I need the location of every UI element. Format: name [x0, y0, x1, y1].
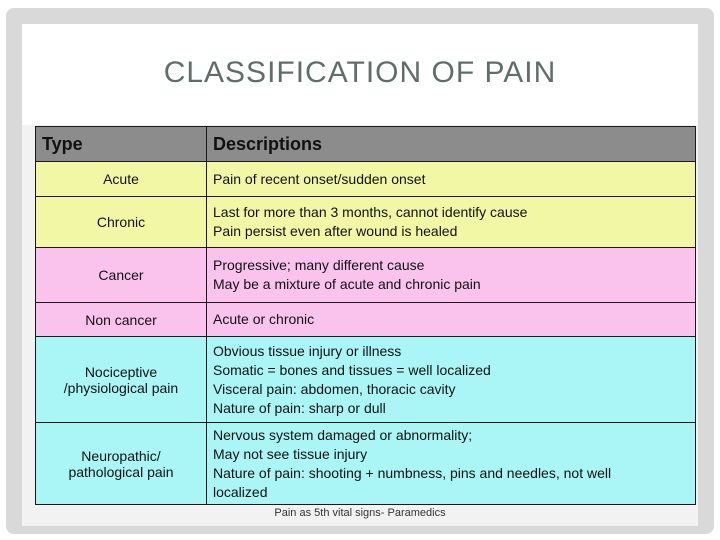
type-line: Neuropathic/ [81, 447, 161, 464]
slide-footer: Pain as 5th vital signs- Paramedics [274, 507, 446, 519]
description-line: Nature of pain: sharp or dull [213, 399, 386, 416]
table-header-row [36, 127, 696, 162]
table-row-nociceptive [36, 337, 696, 423]
type-line: Nociceptive [84, 363, 158, 380]
description-line: May not see tissue injury [213, 445, 368, 462]
descriptions-column-header: Descriptions [207, 127, 696, 162]
description-line: Acute or chronic [213, 311, 315, 327]
table-row-cancer [36, 248, 696, 303]
description-line: Nervous system damaged or abnormality; [213, 426, 473, 443]
description-line: Progressive; many different cause [213, 257, 425, 273]
description-line: Visceral pain: abdomen, thoracic cavity [213, 380, 456, 397]
description-cell [207, 303, 696, 337]
description-cell [207, 197, 696, 248]
type-cell: Cancer [36, 248, 207, 303]
type-cell: Chronic [36, 197, 207, 248]
description-line: Somatic = bones and tissues = well localized [213, 361, 491, 378]
type-line: /physiological pain [63, 379, 179, 396]
description-line: Obvious tissue injury or illness [213, 342, 402, 359]
pain-classification-table [35, 126, 696, 505]
description-line: Pain of recent onset/sudden onset [213, 170, 426, 187]
description-cell [207, 337, 696, 423]
description-cell [207, 162, 696, 197]
table-row-chronic [36, 197, 696, 248]
description-line: localized [213, 483, 268, 500]
description-cell [207, 423, 696, 505]
description-line: May be a mixture of acute and chronic pain [213, 276, 481, 292]
type-line: pathological pain [68, 463, 174, 480]
type-cell [36, 423, 207, 505]
type-cell: Non cancer [36, 303, 207, 337]
type-cell [36, 337, 207, 423]
table-row-acute [36, 162, 696, 197]
slide-title: CLASSIFICATION OF PAIN [163, 56, 557, 89]
type-column-header: Type [36, 127, 207, 162]
table-row-neuropathic [36, 423, 696, 505]
description-cell [207, 248, 696, 303]
description-line: Last for more than 3 months, cannot identify cause [213, 204, 528, 220]
description-line: Pain persist even after wound is healed [213, 223, 458, 239]
type-cell: Acute [36, 162, 207, 197]
table-row-non-cancer [36, 303, 696, 337]
description-line: Nature of pain: shooting + numbness, pins and needles, not well [213, 464, 612, 481]
